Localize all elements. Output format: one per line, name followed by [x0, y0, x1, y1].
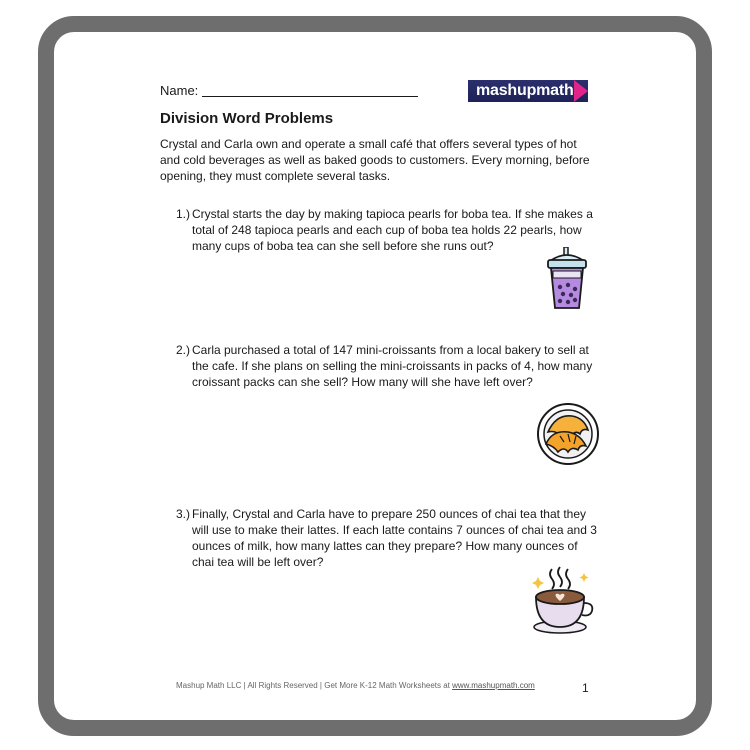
boba-tea-icon [542, 247, 592, 311]
problem-1 [176, 206, 601, 256]
name-label: Name: [160, 83, 199, 98]
problem-text: Finally, Crystal and Carla have to prepare 250 ounces of chai tea that they will use to make their lattes. If each latte contains 7 ounces of chai tea and 3 ounces of milk, how many lattes can they prepare? How many ounces of chai tea will be left over? [192, 507, 597, 569]
name-field-row [160, 83, 418, 98]
logo-text: mashupmath [476, 82, 574, 99]
problem-3 [176, 506, 601, 572]
footer-copyright: Mashup Math LLC | All Rights Reserved | Get More K-12 Math Worksheets at [176, 681, 453, 690]
problem-number: 1.) [176, 207, 191, 221]
footer-text [176, 681, 535, 690]
intro-paragraph: Crystal and Carla own and operate a small café that offers several types of hot and cold beverages as well as baked goods to customers. Every morning, before opening, they must complete several tasks. [160, 137, 590, 183]
problem-2 [176, 342, 601, 392]
problem-text: Crystal starts the day by making tapioca pearls for boba tea. If she makes a total of 248 tapioca pearls and each cup of boba tea holds 22 pearls, how many cups of boba tea can she sell before she runs out? [192, 207, 593, 253]
problem-text: Carla purchased a total of 147 mini-croissants from a local bakery to sell at the cafe. If she plans on selling the mini-croissants in packs of 4, how many croissant packs can she sell? How many will she have left over? [192, 343, 593, 389]
logo-arrow-icon [574, 80, 588, 102]
page-title: Division Word Problems [160, 110, 334, 127]
problem-number: 2.) [176, 343, 191, 357]
latte-cup-icon [524, 565, 596, 637]
croissant-plate-icon [536, 402, 600, 466]
footer-link[interactable]: www.mashupmath.com [452, 681, 535, 690]
page-number: 1 [582, 681, 589, 695]
mashupmath-logo [468, 80, 588, 102]
problem-number: 3.) [176, 507, 191, 521]
name-blank-line [202, 95, 418, 97]
